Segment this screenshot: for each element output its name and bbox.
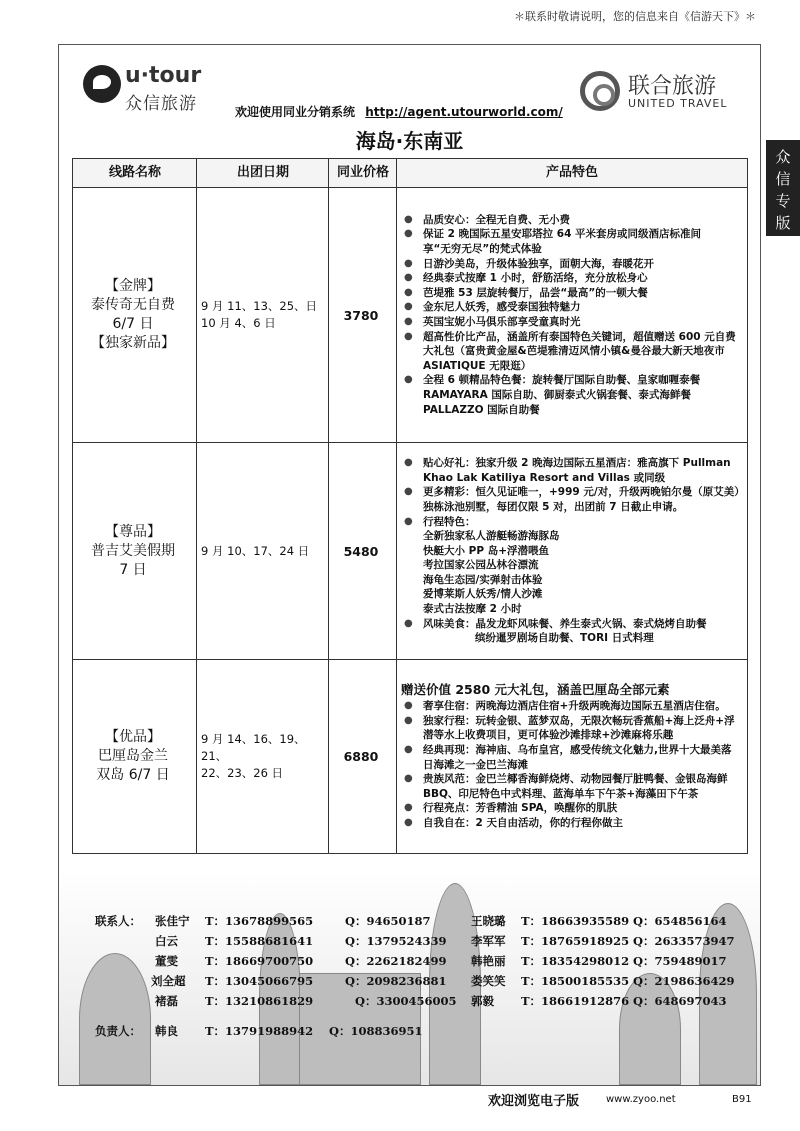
departure-dates <box>197 188 329 442</box>
contact-label: 联系人： <box>95 914 141 928</box>
contacts-panel <box>59 871 760 1085</box>
table-row <box>73 188 747 443</box>
table-row <box>73 660 747 853</box>
route-name-line: 普吉艾美假期 <box>91 542 175 559</box>
feature-item: 考拉国家公园丛林谷漂流 <box>423 559 539 572</box>
column-header: 同业价格 <box>336 165 389 180</box>
route-name-line: 7 日 <box>119 561 147 578</box>
page-frame <box>58 44 761 1086</box>
contact-qq: Q：94650187 <box>345 914 431 928</box>
date-line: 9 月 11、13、25、日 <box>201 299 318 313</box>
feature-item: 海龟生态园/实弹射击体验 <box>423 573 543 586</box>
contact-name: 董雯 <box>155 954 178 968</box>
route-name-line: 巴厘岛金兰 <box>98 748 168 764</box>
feature-item: 缤纷暹罗剧场自助餐、TORI 日式料理 <box>475 632 654 645</box>
contact-qq: Q：654856164 <box>633 914 727 928</box>
contact-qq: Q：648697043 <box>633 994 727 1008</box>
page-number: B91 <box>732 1094 752 1105</box>
header <box>59 45 760 123</box>
feature-item: ● 自我自在：2 天自由活动，你的行程你做主 <box>401 816 741 831</box>
trade-price: 5480 <box>343 543 379 559</box>
contact-name: 李军军 <box>471 934 506 948</box>
route-name-line: 6/7 日 <box>112 316 154 332</box>
route-name-line: 双岛 6/7 日 <box>96 767 170 783</box>
manager-qq: Q：108836951 <box>329 1024 423 1038</box>
date-line: 9 月 14、16、19、21、 <box>201 732 306 763</box>
feature-item: ● 行程特色： <box>401 515 741 530</box>
mascot-illustration <box>619 973 681 1085</box>
date-line: 22、23、26 日 <box>201 766 284 780</box>
contact-phone: T：15588681641 <box>205 934 314 948</box>
route-name-line: 【优品】 <box>105 729 161 745</box>
table-header <box>73 159 747 188</box>
route-name-line: 【尊品】 <box>105 523 161 540</box>
feature-item: 全新独家私人游艇畅游海豚岛 <box>423 530 560 543</box>
feature-item: ● 超高性价比产品，涵盖所有泰国特色关键词，超值赠送 600 元自费大礼包（富贵黄金屋&芭堤雅清迈风情小镇&曼谷最大新天地夜市 ASIATIQUE 无限逛） <box>401 330 741 374</box>
contact-name: 娄笑笑 <box>471 974 506 988</box>
feature-item: 享“无穷无尽”的梵式体验 <box>423 243 542 256</box>
feature-item: ● 金东尼人妖秀，感受泰国独特魅力 <box>401 300 741 315</box>
route-name-line: 【金牌】 <box>105 278 161 294</box>
utour-logo <box>83 61 233 114</box>
feature-item: ● 保证 2 晚国际五星安耶塔拉 64 平米套房或同级酒店标准间 <box>401 227 741 242</box>
column-header: 产品特色 <box>545 165 598 180</box>
route-table <box>72 158 748 854</box>
footer-browse: 欢迎浏览电子版 <box>488 1094 580 1109</box>
contact-name: 韩艳丽 <box>471 954 506 968</box>
feature-item: ● 经典再现：海神庙、乌布皇宫，感受传统文化魅力,世界十大最美落日海滩之一金巴兰海滩 <box>401 743 741 772</box>
agent-link[interactable]: http://agent.utourworld.com/ <box>365 105 563 119</box>
footer-site[interactable]: www.zyoo.net <box>606 1094 676 1105</box>
route-name <box>73 443 193 659</box>
product-features <box>401 188 741 442</box>
contact-phone: T：18765918925 <box>521 934 630 948</box>
contact-name: 白云 <box>155 934 178 948</box>
contact-phone: T：18663935589 <box>521 914 630 928</box>
side-tab-char: 信 <box>775 170 791 188</box>
date-line: 10 月 4、6 日 <box>201 316 276 330</box>
route-name <box>73 188 193 442</box>
feature-item: ● 经典泰式按摩 1 小时，舒筋活络，充分放松身心 <box>401 271 741 286</box>
source-note: ＊联系时敬请说明，您的信息来自《信游天下》＊ <box>514 10 756 23</box>
feature-item: ● 日游沙美岛，升级体验独享，面朝大海，春暖花开 <box>401 257 741 272</box>
contact-phone: T：13210861829 <box>205 994 314 1008</box>
contact-phone: T：18500185535 <box>521 974 630 988</box>
united-travel-logo <box>580 69 740 117</box>
departure-dates <box>197 660 329 853</box>
feature-item: ● 芭堤雅 53 层旋转餐厅，品尝“最高”的一顿大餐 <box>401 286 741 301</box>
feature-item: ● 贵族风范：金巴兰椰香海鲜烧烤、动物园餐厅脏鸭餐、金银岛海鲜 BBQ、印尼特色中式料理、蓝海单车下午茶+海藻田下午茶 <box>401 772 741 801</box>
manager-label: 负责人： <box>95 1024 141 1038</box>
feature-item: ● 独家行程：玩转金银、蓝梦双岛，无限次畅玩香蕉船+海上泛舟+浮潜等水上收费项目，更可体验沙滩排球+沙滩麻将乐趣 <box>401 714 741 743</box>
utour-logo-en: u·tour <box>125 63 202 88</box>
feature-item: ● 奢享住宿：两晚海边酒店住宿+升级两晚海边国际五星酒店住宿。 <box>401 699 741 714</box>
feature-item: 泰式古法按摩 2 小时 <box>423 603 522 616</box>
column-header: 线路名称 <box>108 165 161 180</box>
side-tab <box>766 140 800 236</box>
route-name <box>73 660 193 853</box>
utour-logo-cn: 众信旅游 <box>125 94 197 114</box>
welcome-text: 欢迎使用同业分销系统 <box>235 105 356 119</box>
date-line: 9 月 10、17、24 日 <box>201 543 310 558</box>
gift-headline: 赠送价值 2580 元大礼包，涵盖巴厘岛全部元素 <box>401 681 670 697</box>
manager-name: 韩良 <box>155 1024 178 1038</box>
contact-name: 郭毅 <box>471 994 494 1008</box>
contact-qq: Q：759489017 <box>633 954 727 968</box>
trade-price: 6880 <box>343 749 379 764</box>
contact-name: 张佳宁 <box>155 914 190 928</box>
contact-qq: Q：3300456005 <box>355 994 457 1008</box>
side-tab-char: 众 <box>775 148 791 166</box>
table-row <box>73 443 747 660</box>
utour-logo-icon <box>83 65 121 103</box>
product-features <box>401 660 741 853</box>
contact-phone: T：13045066795 <box>205 974 314 988</box>
feature-item: ● 行程亮点：芳香精油 SPA，唤醒你的肌肤 <box>401 801 741 816</box>
feature-item: ● 贴心好礼：独家升级 2 晚海边国际五星酒店：雅高旗下 Pullman Khao Lak Katiliya Resort and Villas 或同级 <box>401 456 741 485</box>
manager-phone: T：13791988942 <box>205 1024 314 1038</box>
contact-phone: T：18661912876 <box>521 994 630 1008</box>
side-tab-char: 版 <box>775 214 791 232</box>
united-travel-logo-en: UNITED TRAVEL <box>628 97 728 110</box>
palace-illustration <box>79 953 151 1085</box>
trade-price: 3780 <box>343 307 379 323</box>
feature-item: 爱博莱斯人妖秀/情人沙滩 <box>423 588 543 601</box>
welcome-line <box>235 103 563 120</box>
contact-qq: Q：2198636429 <box>633 974 735 988</box>
feature-item: ● 英国宝妮小马俱乐部享受童真时光 <box>401 315 741 330</box>
contact-phone: T：18669700750 <box>205 954 314 968</box>
feature-item: ● 全程 6 顿精品特色餐：旋转餐厅国际自助餐、皇家咖喱泰餐 RAMAYARA 国际自助、御厨泰式火锅套餐、泰式海鲜餐 PALLAZZO 国际自助餐 <box>401 373 741 417</box>
departure-dates <box>197 443 329 659</box>
contact-phone: T：13678899565 <box>205 914 314 928</box>
feature-item: ● 品质安心：全程无自费、无小费 <box>401 213 741 228</box>
contact-qq: Q：2262182499 <box>345 954 447 968</box>
feature-item: ● 更多精彩：恒久见证唯一，+999 元/对，升级两晚铂尔曼（原艾美）独栋泳池别墅，每团仅限 5 对，出团前 7 日截止申请。 <box>401 485 741 514</box>
feature-list <box>401 456 741 646</box>
section-title: 海岛·东南亚 <box>355 129 464 153</box>
footer <box>0 1088 800 1118</box>
feature-list <box>401 213 741 417</box>
feature-item: ● 风味美食：晶发龙虾风味餐、养生泰式火锅、泰式烧烤自助餐 <box>401 617 741 632</box>
united-travel-logo-cn: 联合旅游 <box>628 74 717 99</box>
contact-name: 褚磊 <box>155 994 178 1008</box>
feature-item: 快艇大小 PP 岛+浮潜喂鱼 <box>423 544 549 557</box>
feature-list <box>401 699 741 830</box>
product-features <box>401 443 741 659</box>
united-travel-logo-icon <box>580 71 620 111</box>
contact-qq: Q：1379524339 <box>345 934 447 948</box>
side-tab-char: 专 <box>775 192 791 210</box>
route-name-line: 【独家新品】 <box>91 335 175 351</box>
route-name-line: 泰传奇无自费 <box>91 297 175 313</box>
contact-qq: Q：2098236881 <box>345 974 447 988</box>
contact-name: 王晓璐 <box>471 914 506 928</box>
contact-name: 刘全超 <box>151 974 186 988</box>
contact-phone: T：18354298012 <box>521 954 630 968</box>
contact-qq: Q：2633573947 <box>633 934 735 948</box>
column-header: 出团日期 <box>236 165 289 180</box>
